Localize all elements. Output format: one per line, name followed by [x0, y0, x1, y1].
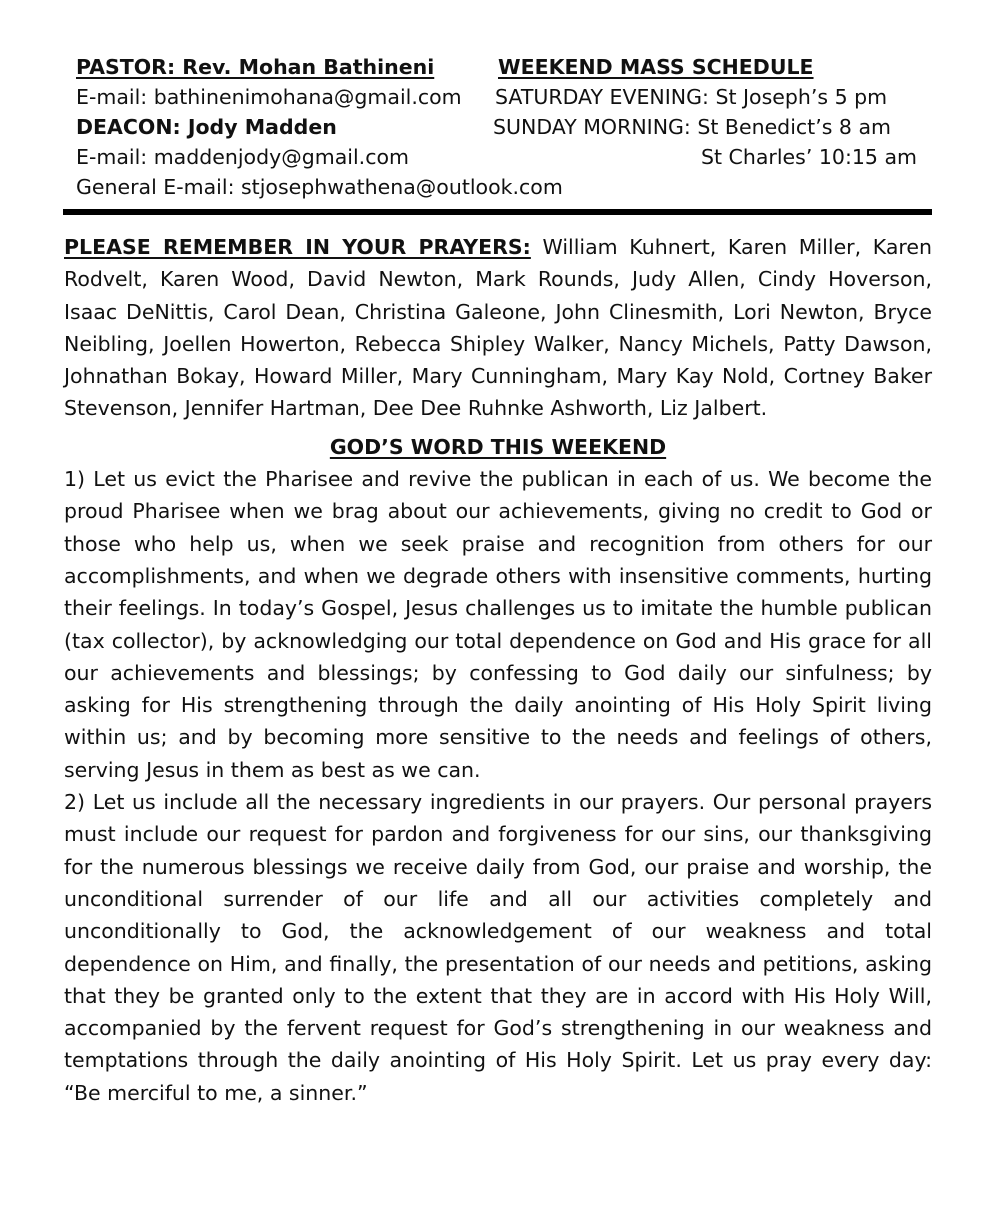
pastor-label: PASTOR: Rev. Mohan Bathineni	[76, 55, 435, 79]
gods-word-paragraph-2: 2) Let us include all the necessary ingredients in our prayers. Our personal prayers must include our request for pardon and forgiveness for our sins, our thanksgiving for the numerous blessings we receive daily from God, our praise and worship, the unconditional surrender of our life and all our activities completely and unconditionally to God, the acknowledgement of our weakness and total dependence on Him, and finally, the presentation of our needs and petitions, asking that they be granted only to the extent that they are in accord with His Holy Will, accompanied by the fervent request for God’s strengthening in our weakness and temptations through the daily anointing of His Holy Spirit. Let us pray every day: “Be merciful to me, a sinner.”	[64, 790, 932, 1105]
sunday-mass-time: SUNDAY MORNING: St Benedict’s 8 am	[493, 115, 892, 139]
deacon-label: DEACON: Jody Madden	[76, 115, 337, 139]
gods-word-paragraph-1: 1) Let us evict the Pharisee and revive the publican in each of us. We become the proud Pharisee when we brag about our achievements, giving no credit to God or those who help us, when we seek praise and recognition from others for our accomplishments, and when we degrade others with insensitive comments, hurting their feelings. In today’s Gospel, Jesus challenges us to imitate the humble publican (tax collector), by acknowledging our total dependence on God and His grace for all our achievements and blessings; by confessing to God daily our sinfulness; by asking for His strengthening through the daily anointing of His Holy Spirit living within us; and by becoming more sensitive to the needs and feelings of others, serving Jesus in them as best as we can.	[64, 467, 932, 782]
header-divider	[63, 209, 932, 215]
saturday-mass-time: SATURDAY EVENING: St Joseph’s 5 pm	[495, 85, 888, 109]
prayers-label: PLEASE REMEMBER IN YOUR PRAYERS:	[64, 235, 531, 259]
sunday-second-mass-time: St Charles’ 10:15 am	[700, 145, 917, 169]
deacon-email: E-mail: maddenjody@gmail.com	[76, 145, 409, 169]
general-email: General E-mail: stjosephwathena@outlook.com	[76, 175, 563, 199]
prayer-names: William Kuhnert, Karen Miller, Karen Rodvelt, Karen Wood, David Newton, Mark Rounds, Judy Allen, Cindy Hoverson, Isaac DeNittis, Carol Dean, Christina Galeone, John Clinesmith, Lori Newton, Bryce Neibling, Joellen Howerton, Rebecca Shipley Walker, Nancy Michels, Patty Dawson, Johnathan Bokay, Howard Miller, Mary Cunningham, Mary Kay Nold, Cortney Baker Stevenson, Jennifer Hartman, Dee Dee Ruhnke Ashworth, Liz Jalbert.	[64, 235, 932, 421]
gods-word-title: GOD’S WORD THIS WEEKEND	[329, 434, 667, 459]
mass-schedule-title: WEEKEND MASS SCHEDULE	[498, 55, 814, 79]
bulletin-header	[0, 0, 993, 210]
pastor-email: E-mail: bathinenimohana@gmail.com	[76, 85, 462, 109]
prayer-list	[64, 231, 932, 425]
bulletin-content	[64, 231, 932, 1109]
